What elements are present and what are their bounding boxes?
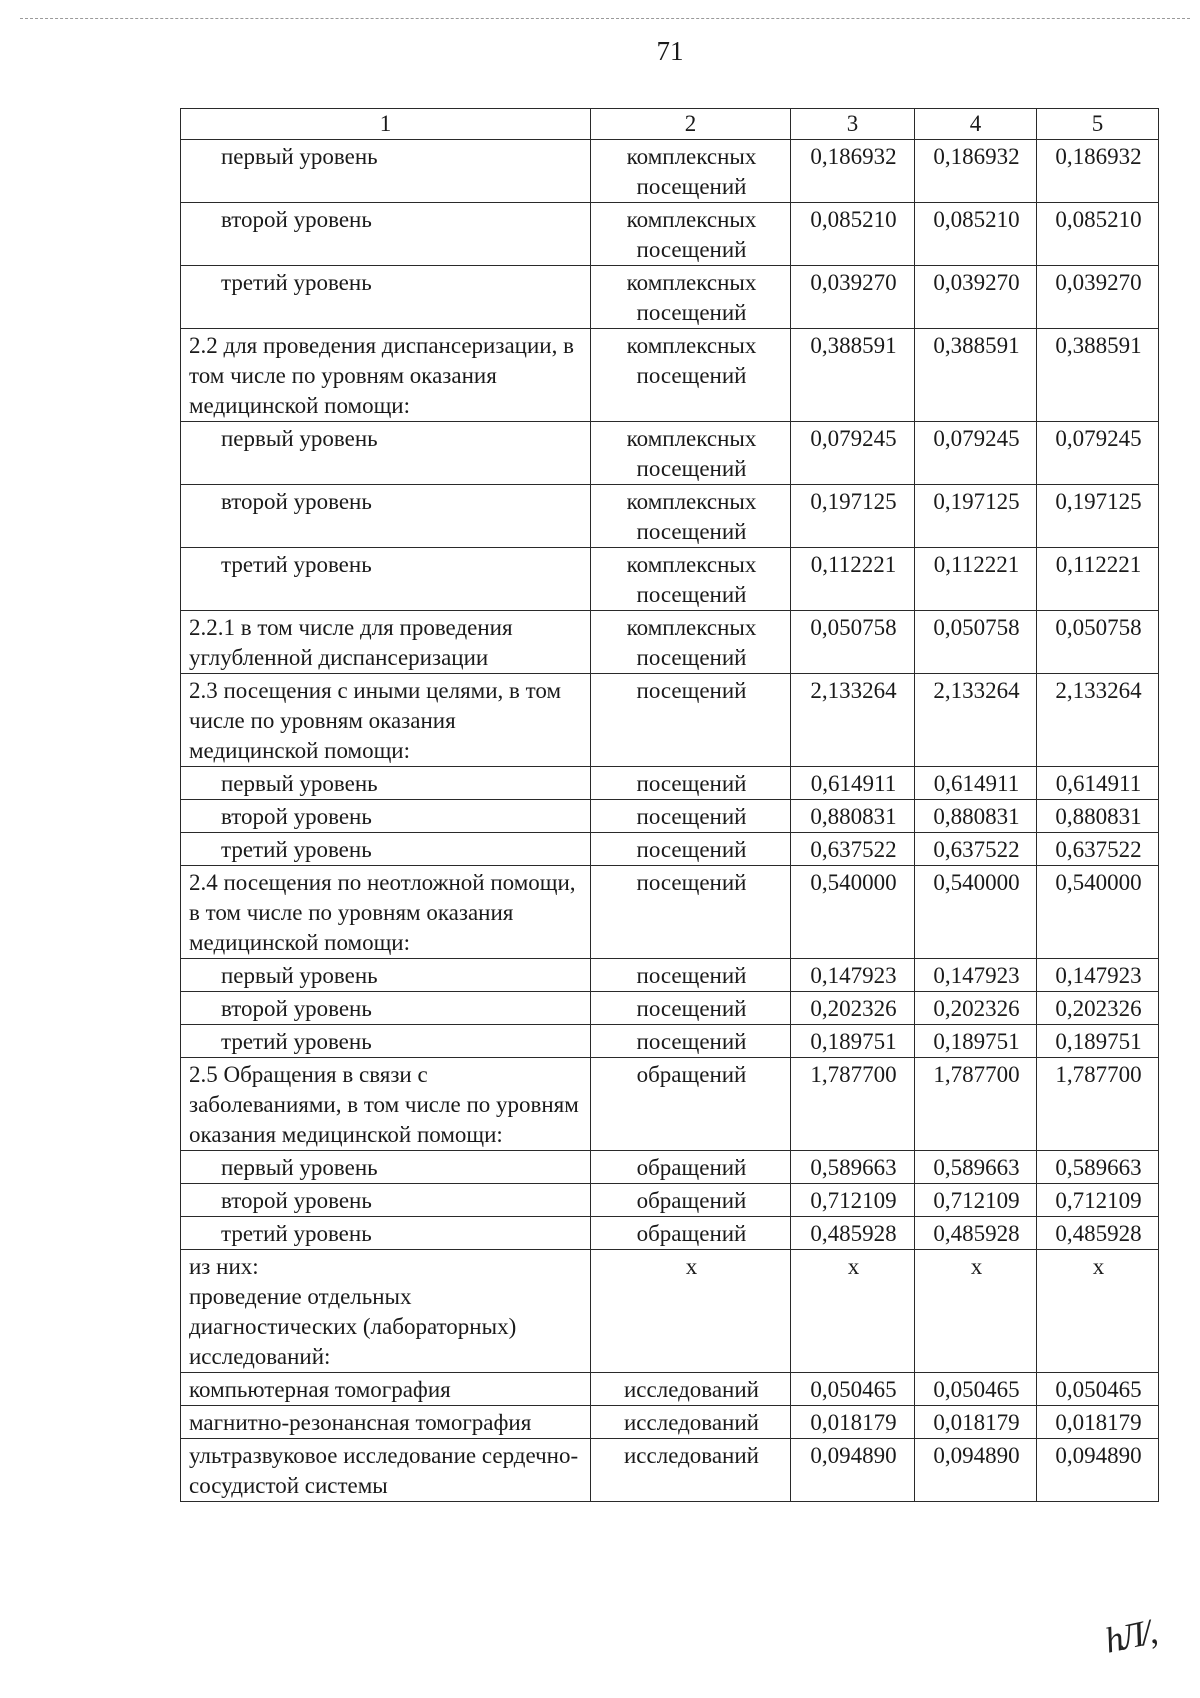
row-value-col4: 0,147923	[915, 959, 1037, 992]
row-value-col4: 0,614911	[915, 767, 1037, 800]
row-unit: посещений	[591, 866, 791, 959]
row-value-col5: 0,189751	[1037, 1025, 1159, 1058]
row-unit: комплексных посещений	[591, 329, 791, 422]
table-row	[181, 1406, 1159, 1439]
row-value-col4: 0,050465	[915, 1373, 1037, 1406]
row-label: третий уровень	[181, 266, 591, 329]
row-unit: посещений	[591, 674, 791, 767]
table-row	[181, 1439, 1159, 1502]
row-value-col4: 0,880831	[915, 800, 1037, 833]
row-value-col5: 0,079245	[1037, 422, 1159, 485]
row-value-col5: 0,880831	[1037, 800, 1159, 833]
row-label: второй уровень	[181, 203, 591, 266]
row-label: первый уровень	[181, 140, 591, 203]
row-value-col5: 0,050465	[1037, 1373, 1159, 1406]
row-label: первый уровень	[181, 422, 591, 485]
row-label: второй уровень	[181, 800, 591, 833]
row-value-col3: 0,094890	[791, 1439, 915, 1502]
row-value-col3: 2,133264	[791, 674, 915, 767]
row-value-col4: 0,018179	[915, 1406, 1037, 1439]
row-unit: посещений	[591, 959, 791, 992]
row-unit: комплексных посещений	[591, 485, 791, 548]
row-value-col5: 0,637522	[1037, 833, 1159, 866]
row-unit: исследований	[591, 1373, 791, 1406]
row-value-col4: 0,050758	[915, 611, 1037, 674]
table-row	[181, 1025, 1159, 1058]
row-value-col4: 0,112221	[915, 548, 1037, 611]
row-unit: комплексных посещений	[591, 203, 791, 266]
row-label: компьютерная томография	[181, 1373, 591, 1406]
row-value-col5: 0,202326	[1037, 992, 1159, 1025]
row-value-col4: 0,189751	[915, 1025, 1037, 1058]
row-value-col3: 1,787700	[791, 1058, 915, 1151]
row-label: первый уровень	[181, 767, 591, 800]
row-value-col4: 0,094890	[915, 1439, 1037, 1502]
row-value-col4: 0,085210	[915, 203, 1037, 266]
row-value-col5: 0,147923	[1037, 959, 1159, 992]
row-value-col3: 0,147923	[791, 959, 915, 992]
row-value-col5: 0,112221	[1037, 548, 1159, 611]
table-row	[181, 422, 1159, 485]
row-label: 2.3 посещения с иными целями, в том числе по уровням оказания медицинской помощи:	[181, 674, 591, 767]
row-value-col4: 0,540000	[915, 866, 1037, 959]
row-value-col5: 0,050758	[1037, 611, 1159, 674]
table-row	[181, 140, 1159, 203]
row-value-col5: 0,712109	[1037, 1184, 1159, 1217]
table-row	[181, 1250, 1159, 1373]
row-value-col3: 0,880831	[791, 800, 915, 833]
row-value-col5: 1,787700	[1037, 1058, 1159, 1151]
row-unit: комплексных посещений	[591, 422, 791, 485]
row-value-col4: 0,485928	[915, 1217, 1037, 1250]
row-value-col4: 1,787700	[915, 1058, 1037, 1151]
row-unit: х	[591, 1250, 791, 1373]
row-value-col5: 0,094890	[1037, 1439, 1159, 1502]
row-value-col3: 0,018179	[791, 1406, 915, 1439]
row-value-col5: 2,133264	[1037, 674, 1159, 767]
row-unit: комплексных посещений	[591, 140, 791, 203]
table-header-row	[181, 109, 1159, 140]
header-col-4: 4	[915, 109, 1037, 140]
row-value-col3: 0,050758	[791, 611, 915, 674]
row-value-col3: 0,202326	[791, 992, 915, 1025]
row-unit: посещений	[591, 767, 791, 800]
row-value-col3: 0,712109	[791, 1184, 915, 1217]
row-unit: обращений	[591, 1151, 791, 1184]
table-row	[181, 800, 1159, 833]
table-row	[181, 485, 1159, 548]
header-col-1: 1	[181, 109, 591, 140]
table-row	[181, 959, 1159, 992]
row-label: третий уровень	[181, 548, 591, 611]
row-value-col3: 0,485928	[791, 1217, 915, 1250]
row-label: магнитно-резонансная томография	[181, 1406, 591, 1439]
scan-top-edge-line	[20, 18, 1190, 19]
row-value-col3: 0,614911	[791, 767, 915, 800]
row-value-col3: х	[791, 1250, 915, 1373]
row-unit: обращений	[591, 1217, 791, 1250]
row-value-col3: 0,589663	[791, 1151, 915, 1184]
row-label: из них: проведение отдельных диагностических (лабораторных) исследований:	[181, 1250, 591, 1373]
row-unit: посещений	[591, 1025, 791, 1058]
row-value-col3: 0,197125	[791, 485, 915, 548]
row-value-col3: 0,039270	[791, 266, 915, 329]
header-col-5: 5	[1037, 109, 1159, 140]
row-value-col5: 0,388591	[1037, 329, 1159, 422]
row-label: третий уровень	[181, 833, 591, 866]
table-row	[181, 1058, 1159, 1151]
row-unit: обращений	[591, 1184, 791, 1217]
row-label: 2.4 посещения по неотложной помощи, в том числе по уровням оказания медицинской помощи:	[181, 866, 591, 959]
row-value-col4: 0,388591	[915, 329, 1037, 422]
row-label: 2.2 для проведения диспансеризации, в том числе по уровням оказания медицинской помощи:	[181, 329, 591, 422]
table-row	[181, 1184, 1159, 1217]
table-row	[181, 203, 1159, 266]
header-col-3: 3	[791, 109, 915, 140]
table-row	[181, 674, 1159, 767]
row-label: 2.2.1 в том числе для проведения углубленной диспансеризации	[181, 611, 591, 674]
row-unit: посещений	[591, 833, 791, 866]
row-value-col5: х	[1037, 1250, 1159, 1373]
table-row	[181, 767, 1159, 800]
row-value-col3: 0,388591	[791, 329, 915, 422]
row-label: второй уровень	[181, 992, 591, 1025]
row-value-col3: 0,050465	[791, 1373, 915, 1406]
table-row	[181, 1217, 1159, 1250]
row-unit: комплексных посещений	[591, 266, 791, 329]
row-label: первый уровень	[181, 1151, 591, 1184]
row-unit: исследований	[591, 1406, 791, 1439]
row-value-col3: 0,540000	[791, 866, 915, 959]
table-row	[181, 1373, 1159, 1406]
row-value-col4: 0,079245	[915, 422, 1037, 485]
table-row	[181, 833, 1159, 866]
table-row	[181, 266, 1159, 329]
row-value-col3: 0,189751	[791, 1025, 915, 1058]
row-label: третий уровень	[181, 1025, 591, 1058]
row-label: первый уровень	[181, 959, 591, 992]
row-value-col5: 0,485928	[1037, 1217, 1159, 1250]
row-unit: обращений	[591, 1058, 791, 1151]
row-label: второй уровень	[181, 1184, 591, 1217]
row-value-col4: 0,589663	[915, 1151, 1037, 1184]
row-value-col5: 0,018179	[1037, 1406, 1159, 1439]
row-value-col4: 0,712109	[915, 1184, 1037, 1217]
row-value-col5: 0,589663	[1037, 1151, 1159, 1184]
row-label: 2.5 Обращения в связи с заболеваниями, в том числе по уровням оказания медицинской помощи:	[181, 1058, 591, 1151]
row-value-col3: 0,186932	[791, 140, 915, 203]
row-unit: посещений	[591, 800, 791, 833]
row-label: ультразвуковое исследование сердечно-сосудистой системы	[181, 1439, 591, 1502]
row-value-col4: 2,133264	[915, 674, 1037, 767]
page-number: 71	[656, 36, 684, 66]
table-row	[181, 329, 1159, 422]
row-value-col4: 0,637522	[915, 833, 1037, 866]
row-value-col3: 0,079245	[791, 422, 915, 485]
table-row	[181, 866, 1159, 959]
row-value-col5: 0,039270	[1037, 266, 1159, 329]
row-value-col3: 0,085210	[791, 203, 915, 266]
row-value-col5: 0,197125	[1037, 485, 1159, 548]
row-value-col5: 0,540000	[1037, 866, 1159, 959]
row-label: второй уровень	[181, 485, 591, 548]
row-unit: посещений	[591, 992, 791, 1025]
row-label: третий уровень	[181, 1217, 591, 1250]
table-row	[181, 992, 1159, 1025]
row-value-col5: 0,614911	[1037, 767, 1159, 800]
row-value-col4: 0,202326	[915, 992, 1037, 1025]
row-value-col3: 0,637522	[791, 833, 915, 866]
row-value-col4: 0,197125	[915, 485, 1037, 548]
indicators-table	[180, 108, 1159, 1502]
row-value-col4: х	[915, 1250, 1037, 1373]
row-value-col4: 0,039270	[915, 266, 1037, 329]
row-value-col5: 0,186932	[1037, 140, 1159, 203]
row-value-col4: 0,186932	[915, 140, 1037, 203]
row-unit: комплексных посещений	[591, 611, 791, 674]
row-value-col5: 0,085210	[1037, 203, 1159, 266]
table-row	[181, 1151, 1159, 1184]
handwritten-signature: һЛ/,	[1101, 1611, 1159, 1661]
row-unit: исследований	[591, 1439, 791, 1502]
row-unit: комплексных посещений	[591, 548, 791, 611]
table-row	[181, 548, 1159, 611]
table-row	[181, 611, 1159, 674]
header-col-2: 2	[591, 109, 791, 140]
row-value-col3: 0,112221	[791, 548, 915, 611]
